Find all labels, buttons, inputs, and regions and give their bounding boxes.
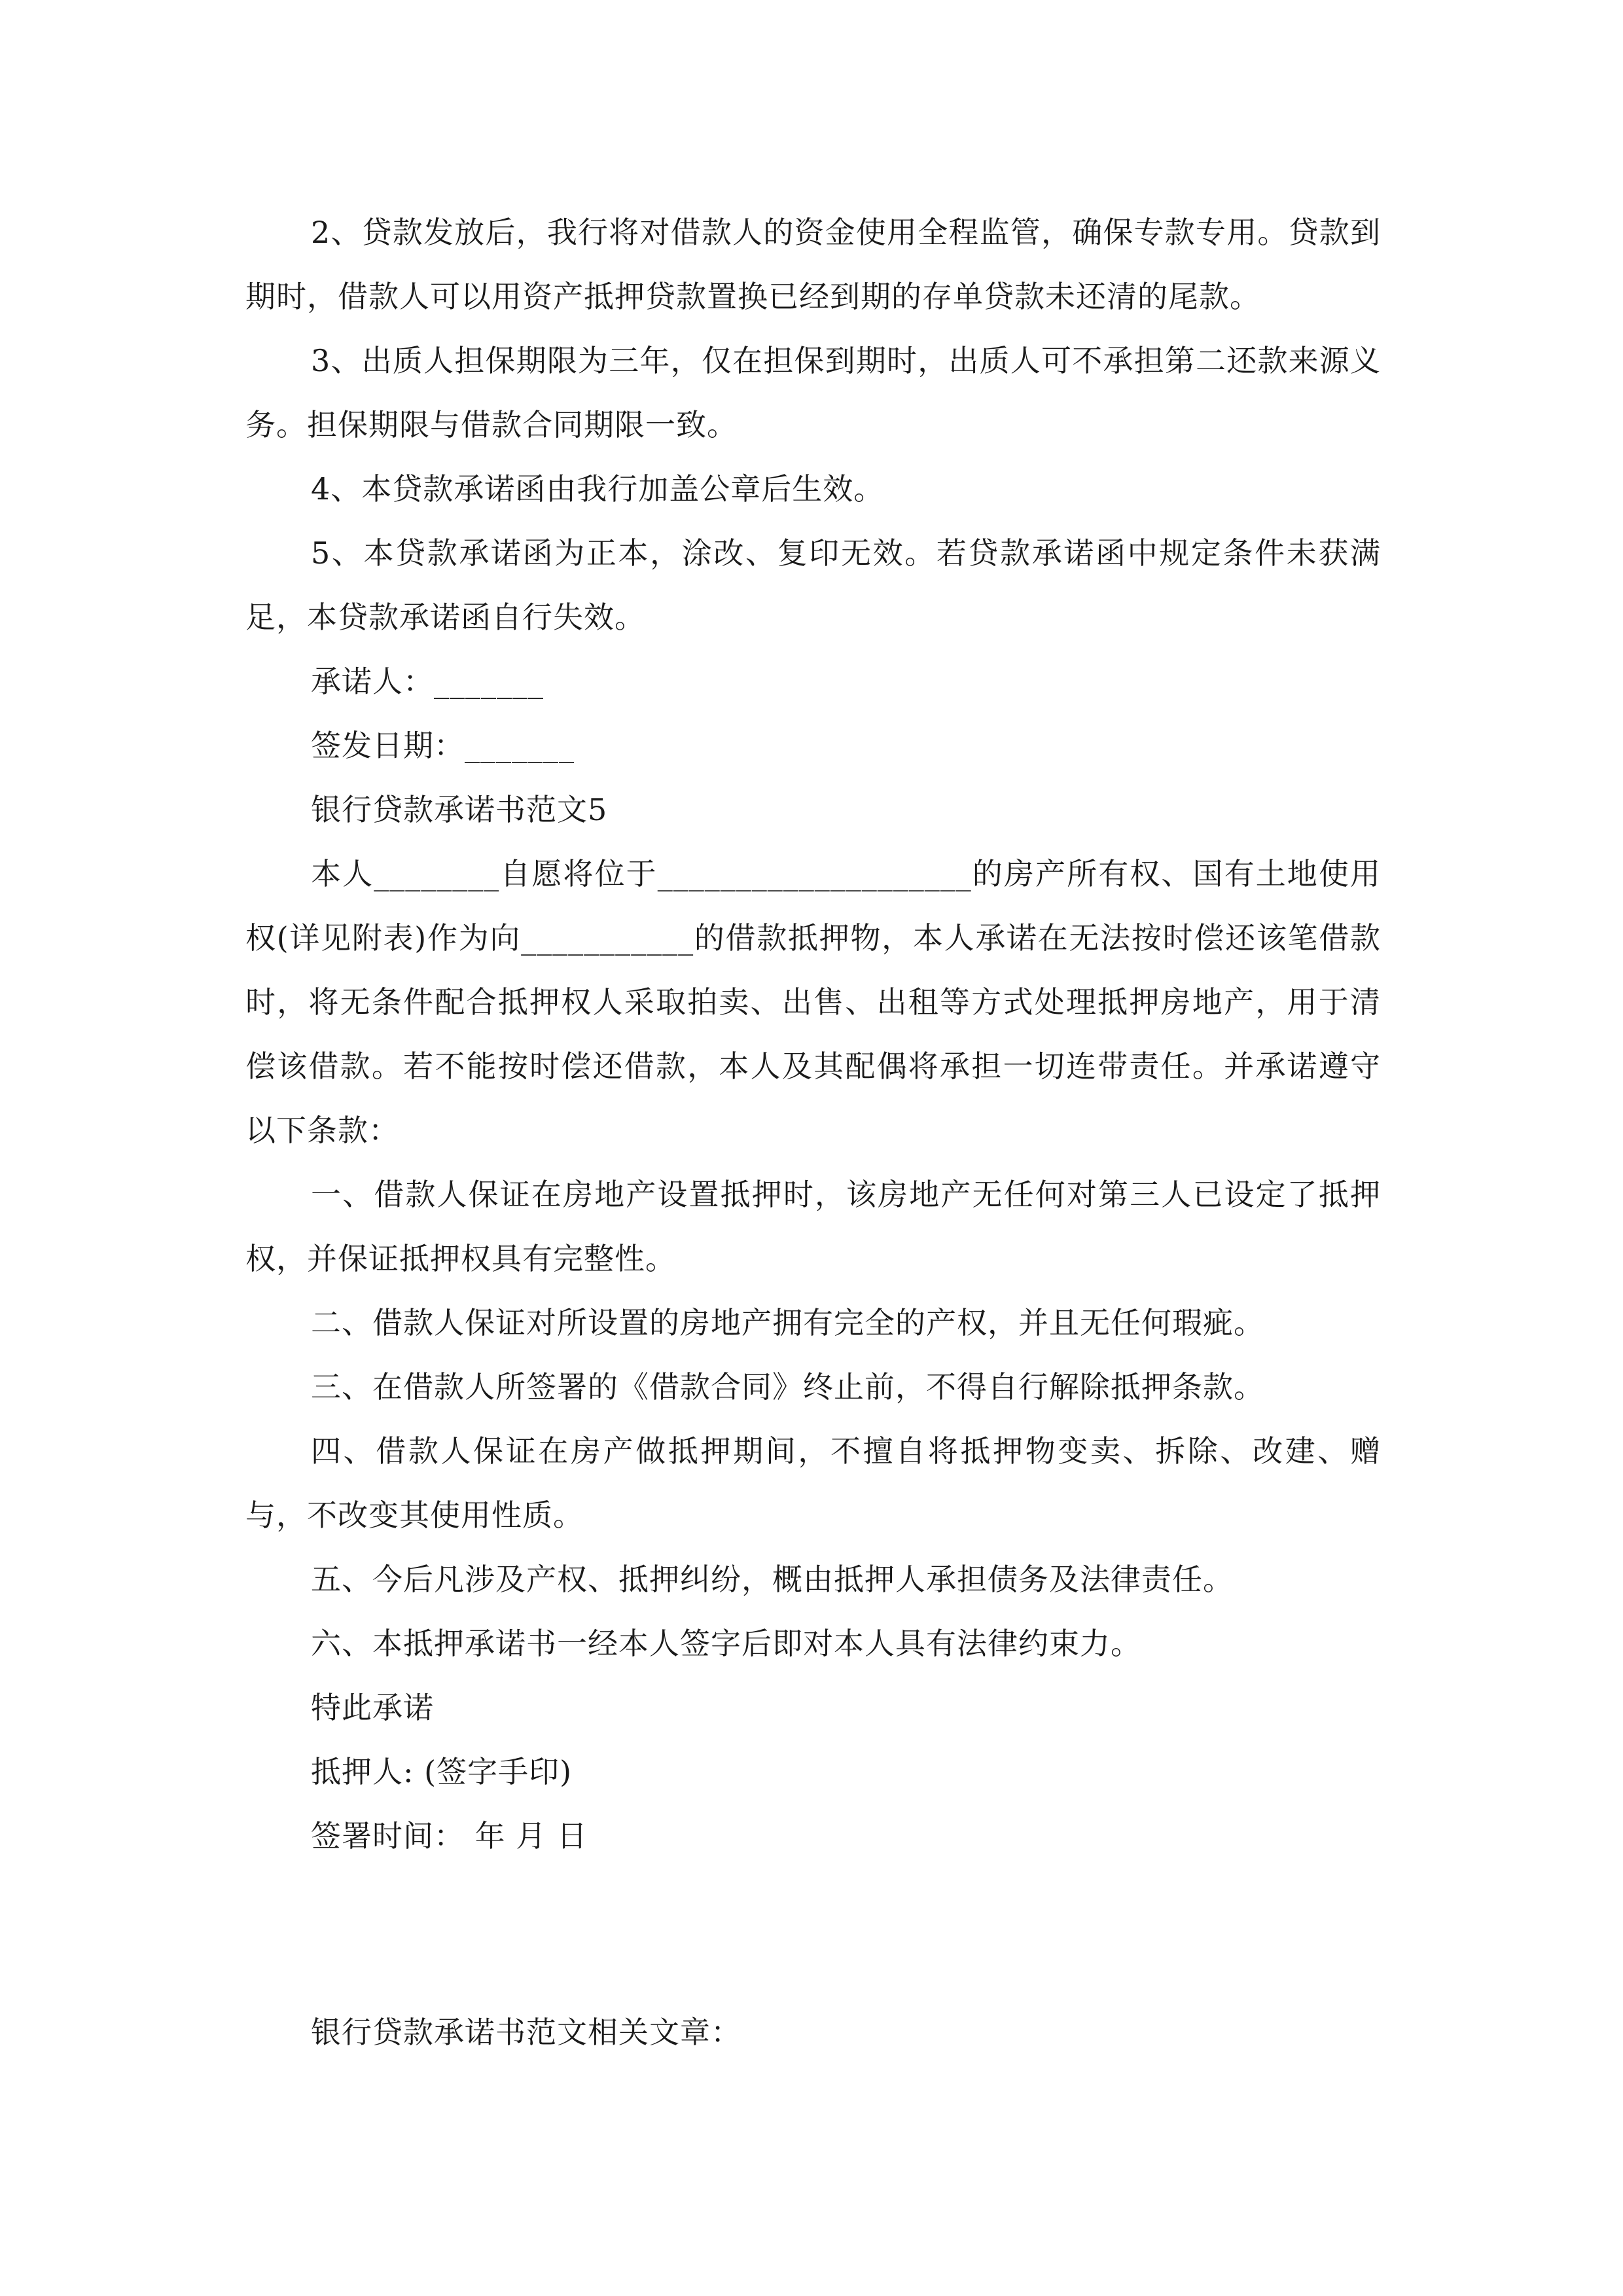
paragraph-mortgage-statement: 本人________自愿将位于____________________的房产所有权、国有土地使用权(详见附表)作为向___________的借款抵押物，本人承诺在无法按时偿还该笔借款时，将无条件配合抵押权人采取拍卖、出售、出租等方式处理抵押房地产，用于清偿该借款。若不能按时偿还借款，本人及其配偶将承担一切连带责任。并承诺遵守以下条款： [245, 856, 1381, 1148]
blank-space [245, 1932, 1381, 2000]
paragraph-term-6: 六、本抵押承诺书一经本人签字后即对本人具有法律约束力。 [311, 1626, 1141, 1661]
paragraph-clause-3: 3、出质人担保期限为三年，仅在担保到期时，出质人可不承担第二还款来源义务。担保期限与借款合同期限一致。 [245, 343, 1381, 442]
issue-date-line: 签发日期：_______ [311, 728, 575, 763]
paragraph-clause-5: 5、本贷款承诺函为正本，涂改、复印无效。若贷款承诺函中规定条件未获满足，本贷款承诺函自行失效。 [245, 535, 1381, 635]
section-title-sample-5: 银行贷款承诺书范文5 [311, 792, 608, 827]
paragraph-term-1: 一、借款人保证在房地产设置抵押时，该房地产无任何对第三人已设定了抵押权，并保证抵押权具有完整性。 [245, 1177, 1381, 1276]
paragraph-term-4: 四、借款人保证在房产做抵押期间，不擅自将抵押物变卖、拆除、改建、赠与，不改变其使用性质。 [245, 1433, 1381, 1533]
closing-statement: 特此承诺 [311, 1690, 434, 1725]
paragraph-term-5: 五、今后凡涉及产权、抵押纠纷，概由抵押人承担债务及法律责任。 [311, 1562, 1234, 1597]
mortgagor-signature-line: 抵押人: (签字手印) [311, 1754, 573, 1789]
paragraph-clause-2: 2、贷款发放后，我行将对借款人的资金使用全程监管，确保专款专用。贷款到期时，借款人可以用资产抵押贷款置换已经到期的存单贷款未还清的尾款。 [245, 215, 1381, 314]
signing-date-line: 签署时间： 年 月 日 [311, 1818, 588, 1854]
blank-space [245, 1868, 1381, 1932]
promisor-line: 承诺人：_______ [311, 664, 544, 699]
paragraph-clause-4: 4、本贷款承诺函由我行加盖公章后生效。 [311, 471, 885, 507]
paragraph-term-3: 三、在借款人所签署的《借款合同》终止前，不得自行解除抵押条款。 [311, 1369, 1264, 1405]
paragraph-term-2: 二、借款人保证对所设置的房地产拥有完全的产权，并且无任何瑕疵。 [311, 1305, 1264, 1340]
related-articles-heading: 银行贷款承诺书范文相关文章： [311, 2015, 741, 2050]
document-body [245, 200, 1381, 2064]
